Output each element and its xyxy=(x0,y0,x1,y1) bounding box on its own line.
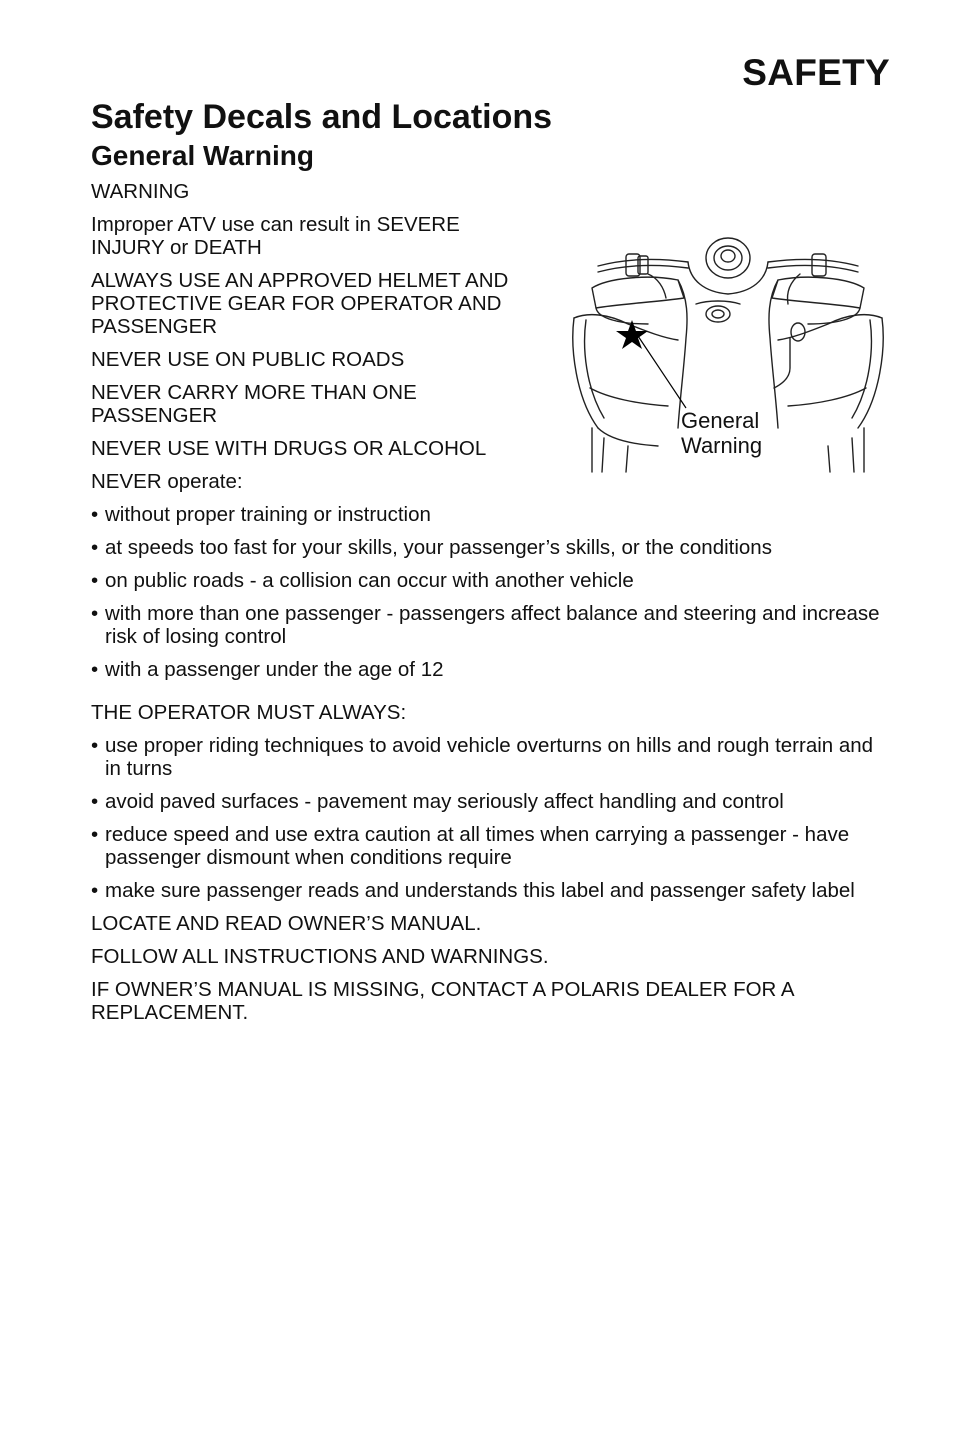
bullet: • xyxy=(91,536,99,559)
list-item: • reduce speed and use extra caution at all times when carrying a passenger - have passenger dismount when conditions require xyxy=(91,823,850,869)
bullet: • xyxy=(91,823,99,846)
closing-paragraph: IF OWNER’S MANUAL IS MISSING, CONTACT A POLARIS DEALER FOR A REPLACEMENT. xyxy=(91,978,794,1024)
never-operate-list xyxy=(91,503,891,681)
operator-must-label: THE OPERATOR MUST ALWAYS: xyxy=(91,701,407,724)
list-item: • on public roads - a collision can occur with another vehicle xyxy=(91,569,634,592)
warning-label: WARNING xyxy=(91,180,190,203)
bullet: • xyxy=(91,602,99,625)
list-item: • make sure passenger reads and understands this label and passenger safety label xyxy=(91,879,855,902)
figure-label-line: Warning xyxy=(681,433,763,458)
list-item: • with a passenger under the age of 12 xyxy=(91,658,444,681)
bullet: • xyxy=(91,790,99,813)
bullet: • xyxy=(91,503,99,526)
figure-label xyxy=(681,408,762,458)
page-heading: Safety Decals and Locations xyxy=(91,98,553,136)
bullet: • xyxy=(91,734,99,757)
bullet: • xyxy=(91,879,99,902)
intro-paragraph: NEVER USE WITH DRUGS OR ALCOHOL xyxy=(91,437,487,460)
never-operate-label: NEVER operate: xyxy=(91,470,243,493)
bullet: • xyxy=(91,658,99,681)
callout-line xyxy=(638,336,686,408)
closing-paragraph: FOLLOW ALL INSTRUCTIONS AND WARNINGS. xyxy=(91,945,549,968)
bullet: • xyxy=(91,569,99,592)
list-item: • use proper riding techniques to avoid vehicle overturns on hills and rough terrain and in turns xyxy=(91,734,874,780)
list-item: • at speeds too fast for your skills, your passenger’s skills, or the conditions xyxy=(91,536,772,559)
section-title: SAFETY xyxy=(742,52,890,93)
intro-paragraph: ALWAYS USE AN APPROVED HELMET AND PROTECTIVE GEAR FOR OPERATOR AND PASSENGER xyxy=(91,269,509,338)
intro-paragraph: Improper ATV use can result in SEVERE INJURY or DEATH xyxy=(91,213,460,259)
list-item: • avoid paved surfaces - pavement may seriously affect handling and control xyxy=(91,790,784,813)
closing-paragraph: LOCATE AND READ OWNER’S MANUAL. xyxy=(91,912,482,935)
page-subheading: General Warning xyxy=(91,140,315,171)
intro-paragraph: NEVER USE ON PUBLIC ROADS xyxy=(91,348,405,371)
figure-label-line: General xyxy=(681,408,760,433)
operator-list xyxy=(91,734,891,902)
list-item: • with more than one passenger - passengers affect balance and steering and increase risk of losing control xyxy=(91,602,880,648)
intro-paragraph: NEVER CARRY MORE THAN ONE PASSENGER xyxy=(91,381,417,427)
list-item: • without proper training or instruction xyxy=(91,503,431,526)
intro-column xyxy=(91,180,521,460)
